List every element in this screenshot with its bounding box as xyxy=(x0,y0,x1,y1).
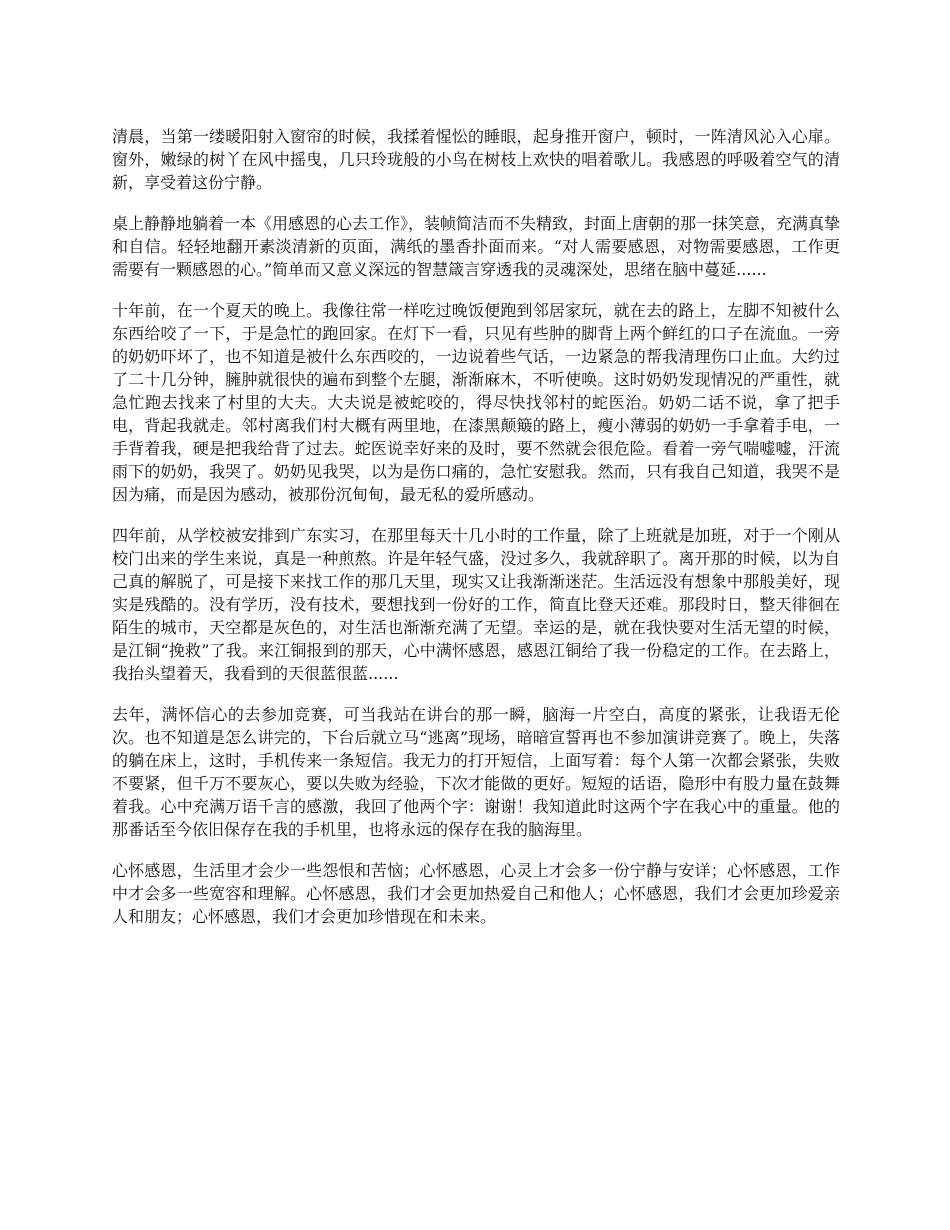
paragraph-last-year: 去年，满怀信心的去参加竞赛，可当我站在讲台的那一瞬，脑海一片空白，高度的紧张，让我语无伦次。也不知道是怎么讲完的，下台后就立马“逃离”现场，暗暗宣誓再也不参加演讲竞赛了。晚上，失落的躺在床上，这时，手机传来一条短信。我无力的打开短信，上面写着：每个人第一次都会紧张，失败不要紧，但千万不要灰心，要以失败为经验，下次才能做的更好。短短的话语，隐形中有股力量在鼓舞着我。心中充满万语千言的感激，我回了他两个字：谢谢！我知道此时这两个字在我心中的重量。他的那番话至今依旧保存在我的手机里，也将永远的保存在我的脑海里。 xyxy=(112,705,840,839)
paragraph-conclusion: 心怀感恩，生活里才会少一些怨恨和苦恼；心怀感恩，心灵上才会多一份宁静与安详；心怀感恩，工作中才会多一些宽容和理解。心怀感恩，我们才会更加热爱自己和他人；心怀感恩，我们才会更加珍爱亲人和朋友；心怀感恩，我们才会更加珍惜现在和未来。 xyxy=(112,861,840,926)
article-body xyxy=(112,125,840,946)
paragraph-ten-years-ago: 十年前，在一个夏天的晚上。我像往常一样吃过晚饭便跑到邻居家玩，就在去的路上，左脚不知被什么东西给咬了一下，于是急忙的跑回家。在灯下一看，只见有些肿的脚背上两个鲜红的口子在流血。一旁的奶奶吓坏了，也不知道是被什么东西咬的，一边说着些气话，一边紧急的帮我清理伤口止血。大约过了二十几分钟，臃肿就很快的遍布到整个左腿，渐渐麻木，不听使唤。这时奶奶发现情况的严重性，就急忙跑去找来了村里的大夫。大夫说是被蛇咬的，得尽快找邻村的蛇医治。奶奶二话不说，拿了把手电，背起我就走。邻村离我们村大概有两里地，在漆黑颠簸的路上，瘦小薄弱的奶奶一手拿着手电，一手背着我，硬是把我给背了过去。蛇医说幸好来的及时，要不然就会很危险。看着一旁气喘嘘嘘，汗流雨下的奶奶，我哭了。奶奶见我哭，以为是伤口痛的，急忙安慰我。然而，只有我自己知道，我哭不是因为痛，而是因为感动，被那份沉甸甸，最无私的爱所感动。 xyxy=(112,301,840,504)
paragraph-four-years-ago: 四年前，从学校被安排到广东实习，在那里每天十几小时的工作量，除了上班就是加班，对于一个刚从校门出来的学生来说，真是一种煎熬。许是年轻气盛，没过多久，我就辞职了。离开那的时候，以为自己真的解脱了，可是接下来找工作的那几天里，现实又让我渐渐迷茫。生活远没有想象中那般美好，现实是残酷的。没有学历，没有技术，要想找到一份好的工作，简直比登天还难。那段时日，整天徘徊在陌生的城市，天空都是灰色的，对生活也渐渐充满了无望。幸运的是，就在我快要对生活无望的时候，是江铜“挽救”了我。来江铜报到的那天，心中满怀感恩，感恩江铜给了我一份稳定的工作。在去路上，我抬头望着天，我看到的天很蓝很蓝...... xyxy=(112,526,840,683)
paragraph-book: 桌上静静地躺着一本《用感恩的心去工作》，装帧简洁而不失精致，封面上唐朝的那一抹笑意，充满真挚和自信。轻轻地翻开素淡清新的页面，满纸的墨香扑面而来。“对人需要感恩，对物需要感恩，工作更需要有一颗感恩的心。”简单而又意义深远的智慧箴言穿透我的灵魂深处，思绪在脑中蔓延...... xyxy=(112,214,841,279)
paragraph-morning: 清晨，当第一缕暖阳射入窗帘的时候，我揉着惺忪的睡眼，起身推开窗户，顿时，一阵清风沁入心扉。窗外，嫩绿的树丫在风中摇曳，几只玲珑般的小鸟在树枝上欢快的唱着歌儿。我感恩的呼吸着空气的清新，享受着这份宁静。 xyxy=(112,127,840,192)
